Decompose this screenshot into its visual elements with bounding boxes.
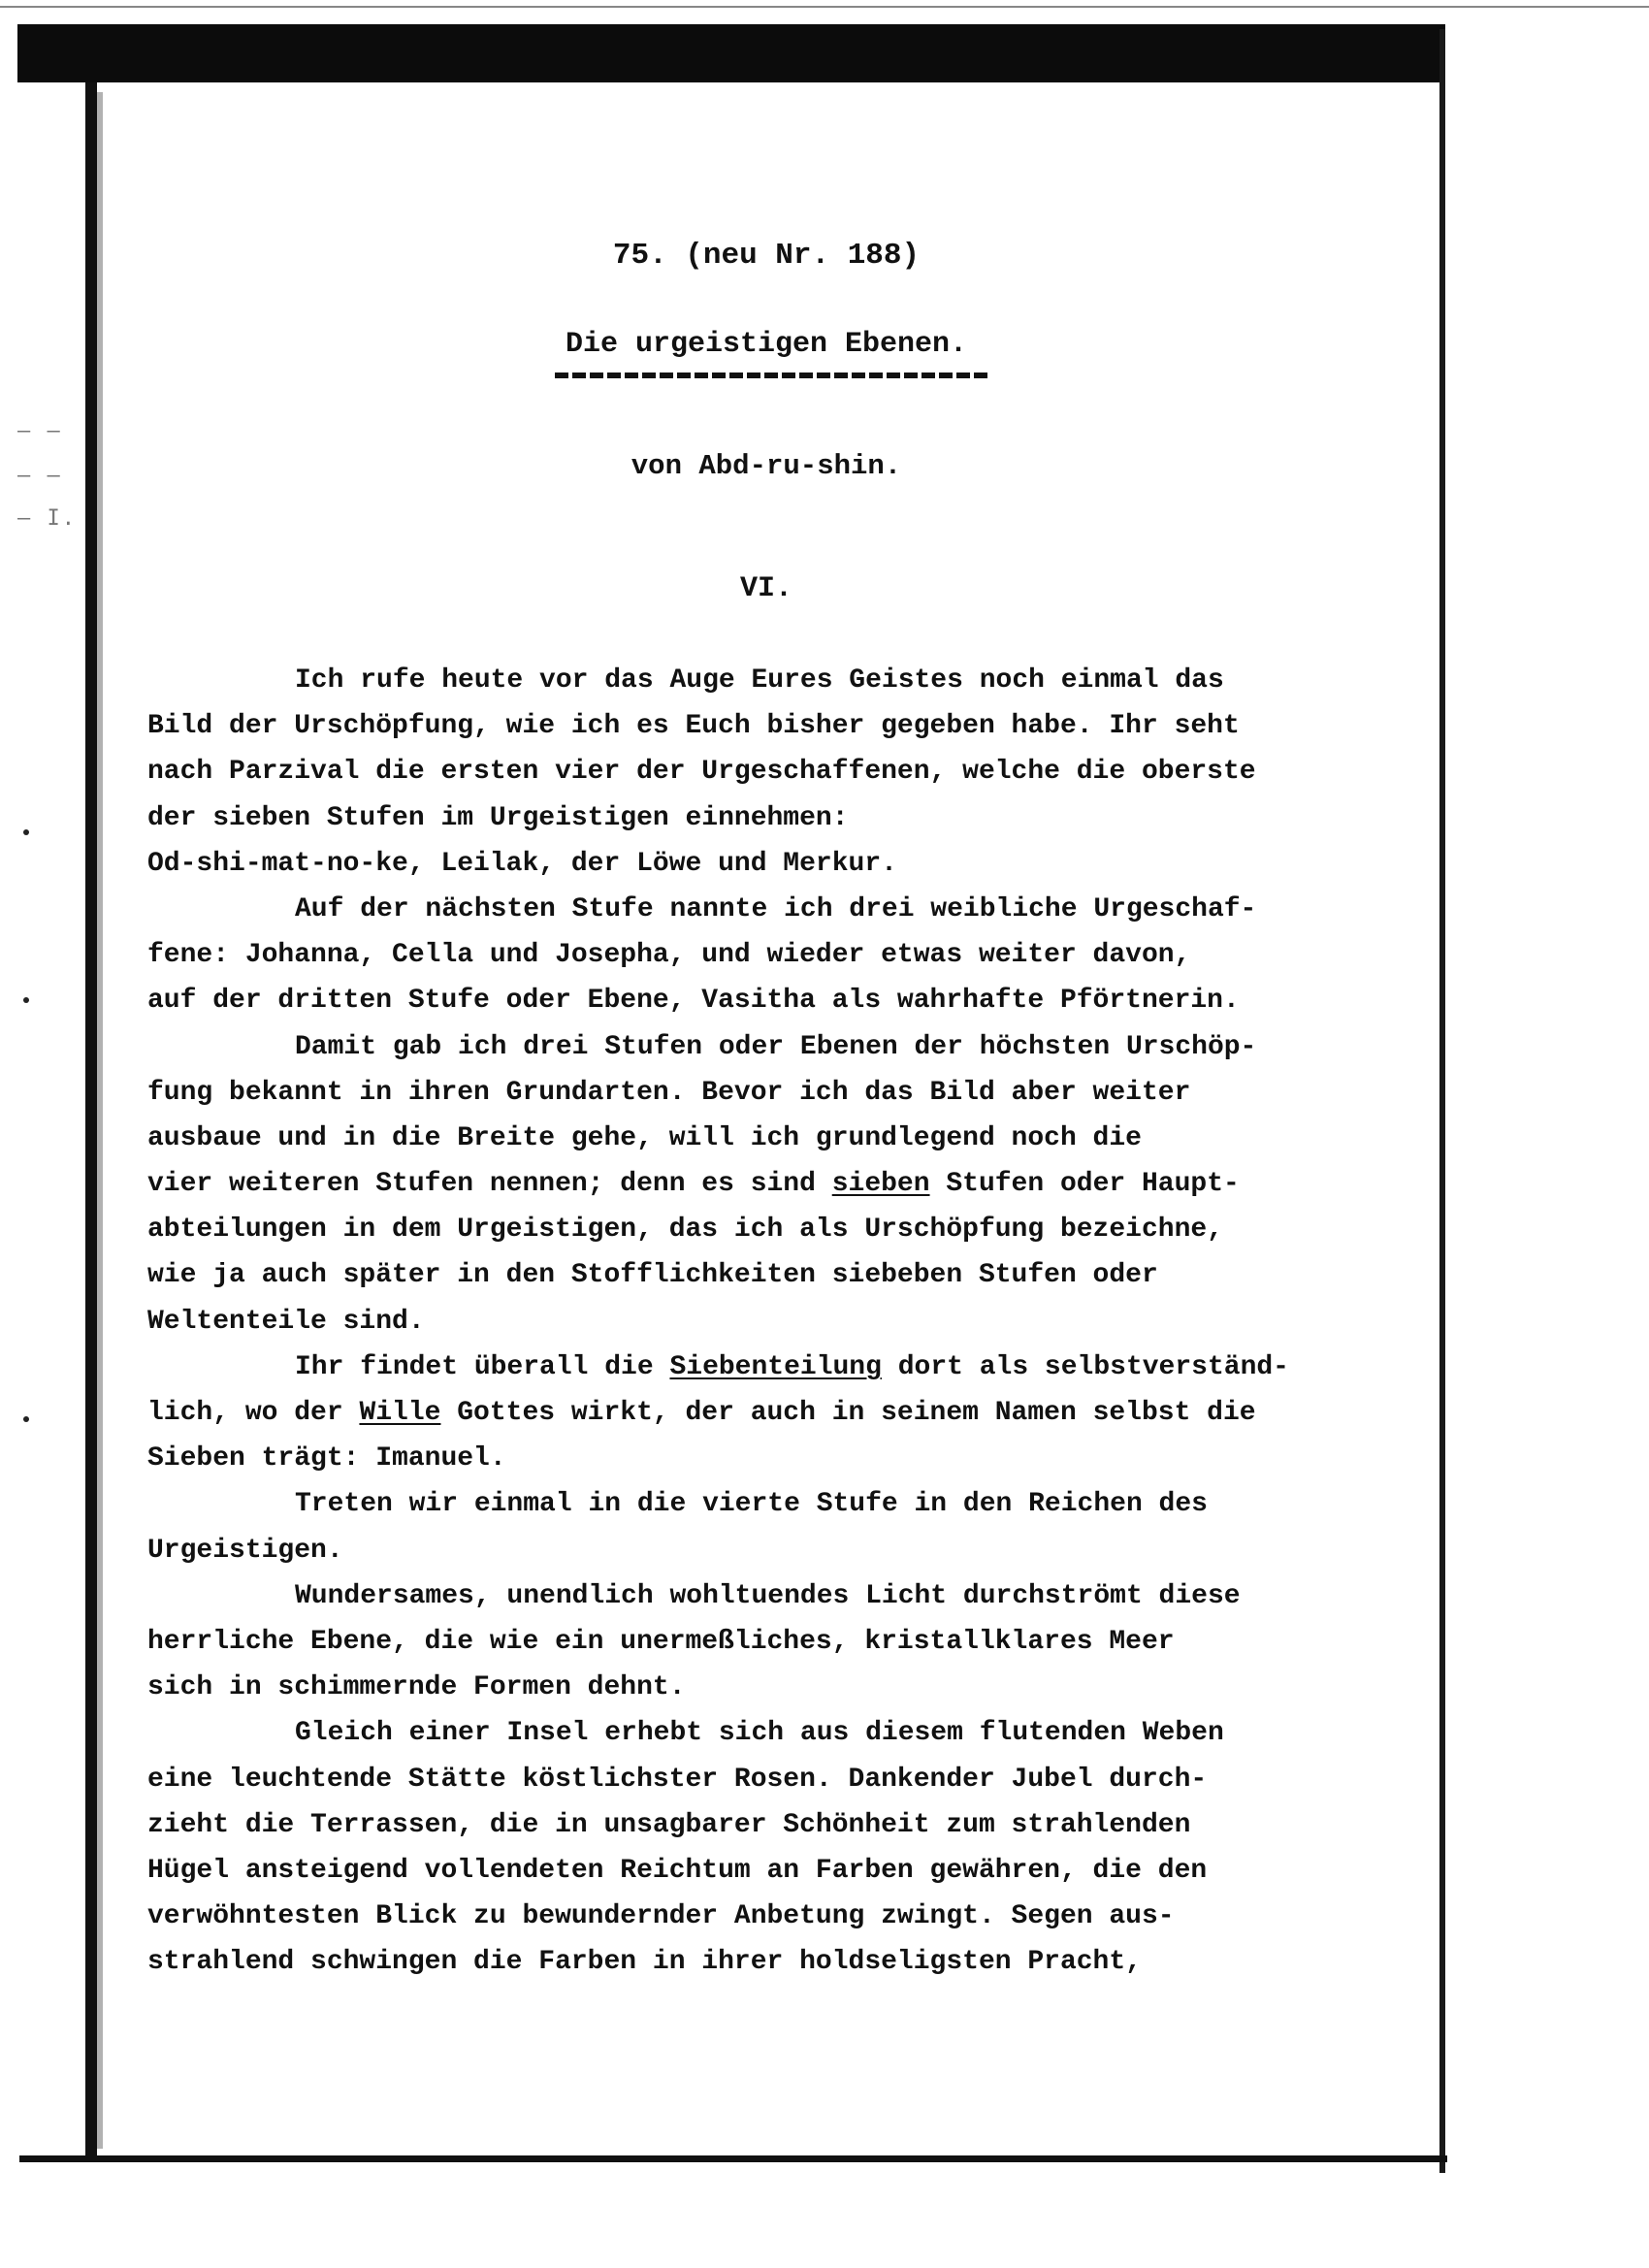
scan-left-edge [85,82,97,2158]
text-line: Od-shi-mat-no-ke, Leilak, der Löwe und Merkur. [147,848,897,879]
paragraph [147,1345,1447,1482]
paragraph [147,1573,1447,1711]
paragraph [147,1710,1447,1985]
text-line: zieht die Terrassen, die in unsagbarer Schönheit zum strahlenden [147,1809,1191,1840]
text-line: verwöhntesten Blick zu bewundernder Anbetung zwingt. Segen aus- [147,1901,1175,1932]
text-line: Treten wir einmal in die vierte Stufe in den Reichen des [295,1489,1208,1520]
section-numeral: VI. [739,572,792,605]
text-line: lich, wo der Wille Gottes wirkt, der auch in seinem Namen selbst die [147,1398,1256,1428]
text-line: auf der dritten Stufe oder Ebene, Vasitha als wahrhafte Pförtnerin. [147,986,1240,1017]
scan-bottom-edge [19,2155,1447,2162]
text-line: abteilungen in dem Urgeistigen, das ich als Urschöpfung bezeichne, [147,1215,1223,1246]
text-line: Auf der nächsten Stufe nannte ich drei weibliche Urgeschaf- [295,893,1257,924]
text-line: Sieben trägt: Imanuel. [147,1443,506,1474]
text-line: Bild der Urschöpfung, wie ich es Euch bisher gegeben habe. Ihr seht [147,711,1240,742]
text-line: Ihr findet überall die Siebenteilung dort als selbstverständ- [295,1351,1289,1382]
text-line: fung bekannt in ihren Grundarten. Bevor ich das Bild aber weiter [147,1077,1191,1108]
document-title: Die urgeistigen Ebenen. [565,328,968,361]
text-line: Damit gab ich drei Stufen oder Ebenen der höchsten Urschöp- [295,1031,1257,1062]
text-line: Weltenteile sind. [147,1306,425,1337]
text-line: wie ja auch später in den Stofflichkeiten siebeben Stufen oder [147,1260,1158,1291]
text-line: sich in schimmernde Formen dehnt. [147,1672,686,1703]
text-line: der sieben Stufen im Urgeistigen einnehmen: [147,802,849,833]
paragraph [147,887,1447,1024]
margin-mark: — — [17,464,62,488]
paragraph [147,1481,1447,1572]
text-line: Hügel ansteigend vollendeten Reichtum an Farben gewähren, die den [147,1855,1208,1886]
text-line: vier weiteren Stufen nennen; denn es sind sieben Stufen oder Haupt- [147,1169,1240,1200]
margin-dot [23,1416,29,1422]
text-line: Gleich einer Insel erhebt sich aus diesem flutenden Weben [295,1718,1224,1749]
document-body [147,658,1447,1985]
text-line: herrliche Ebene, die wie ein unermeßliches, kristallklares Meer [147,1626,1175,1657]
margin-mark: — — [17,419,62,443]
text-line: strahlend schwingen die Farben in ihrer holdseligsten Pracht, [147,1947,1142,1978]
text-line: ausbaue und in die Breite gehe, will ich grundlegend noch die [147,1122,1142,1153]
text-line: Ich rufe heute vor das Auge Eures Geistes noch einmal das [295,665,1224,696]
text-line: fene: Johanna, Cella und Josepha, und wieder etwas weiter davon, [147,940,1191,971]
title-underline [555,373,991,378]
text-line: nach Parzival die ersten vier der Urgeschaffenen, welche die oberste [147,757,1256,788]
document-number: 75. (neu Nr. 188) [612,239,921,273]
margin-mark: — I. [17,506,77,531]
text-line: Urgeistigen. [147,1535,343,1566]
document-author: von Abd-ru-shin. [630,450,902,482]
paragraph [147,1024,1447,1345]
paragraph [147,658,1447,887]
text-line: Wundersames, unendlich wohltuendes Licht durchströmt diese [295,1580,1241,1611]
margin-dot [23,829,29,835]
typewritten-document [97,0,1436,2154]
text-line: eine leuchtende Stätte köstlichster Rosen. Dankender Jubel durch- [147,1764,1208,1795]
margin-dot [23,997,29,1003]
